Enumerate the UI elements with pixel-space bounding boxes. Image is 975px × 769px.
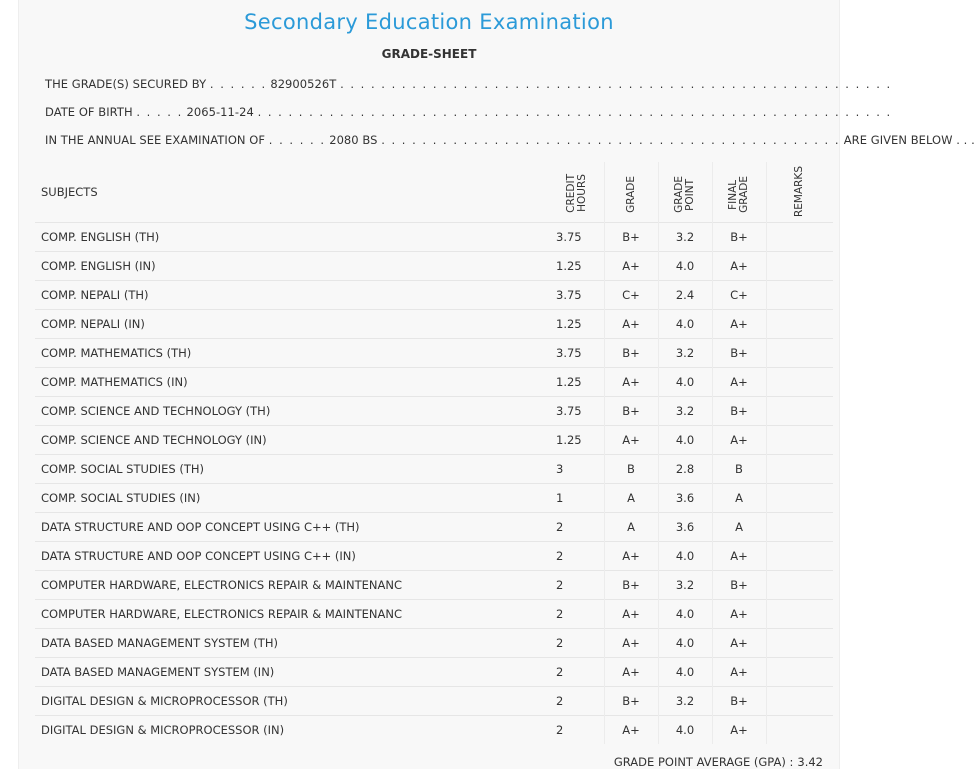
grade-cell: A+ bbox=[604, 368, 658, 397]
grade-cell: A+ bbox=[604, 600, 658, 629]
remarks-cell bbox=[766, 629, 833, 658]
grade-point-cell: 3.6 bbox=[658, 513, 712, 542]
final-grade-cell: A+ bbox=[712, 426, 766, 455]
table-row bbox=[35, 687, 833, 716]
table-row bbox=[35, 542, 833, 571]
grade-cell: B+ bbox=[604, 571, 658, 600]
credit-hours-cell: 3.75 bbox=[550, 223, 604, 252]
remarks-cell bbox=[766, 223, 833, 252]
grade-cell: B bbox=[604, 455, 658, 484]
leader-dots: . . . . . . bbox=[268, 133, 326, 147]
table-row bbox=[35, 397, 833, 426]
credit-hours-cell: 1.25 bbox=[550, 310, 604, 339]
remarks-cell bbox=[766, 426, 833, 455]
final-grade-cell: A+ bbox=[712, 629, 766, 658]
grade-cell: A+ bbox=[604, 716, 658, 745]
remarks-cell bbox=[766, 513, 833, 542]
grade-point-cell: 3.2 bbox=[658, 571, 712, 600]
grade-cell: A+ bbox=[604, 426, 658, 455]
exam-year: 2080 BS bbox=[329, 133, 378, 147]
grades-table bbox=[35, 162, 833, 744]
grade-cell: A+ bbox=[604, 310, 658, 339]
table-header-row bbox=[35, 162, 833, 223]
grade-point-cell: 4.0 bbox=[658, 629, 712, 658]
subject-cell: COMP. ENGLISH (TH) bbox=[35, 223, 550, 252]
grade-cell: C+ bbox=[604, 281, 658, 310]
subject-cell: DATA BASED MANAGEMENT SYSTEM (IN) bbox=[35, 658, 550, 687]
credit-hours-cell: 3.75 bbox=[550, 339, 604, 368]
table-row bbox=[35, 658, 833, 687]
grade-point-cell: 4.0 bbox=[658, 600, 712, 629]
subject-cell: COMP. NEPALI (IN) bbox=[35, 310, 550, 339]
date-of-birth-line bbox=[45, 105, 892, 119]
final-grade-cell: B+ bbox=[712, 571, 766, 600]
table-row bbox=[35, 629, 833, 658]
table-row bbox=[35, 571, 833, 600]
dob-value: 2065-11-24 bbox=[186, 105, 254, 119]
final-grade-cell: B+ bbox=[712, 339, 766, 368]
subject-cell: COMPUTER HARDWARE, ELECTRONICS REPAIR & MAINTENANC bbox=[35, 600, 550, 629]
grade-cell: A+ bbox=[604, 252, 658, 281]
remarks-cell bbox=[766, 339, 833, 368]
credit-hours-cell: 1.25 bbox=[550, 368, 604, 397]
header-grade-point: GRADE POINT bbox=[658, 162, 712, 223]
grade-cell: A+ bbox=[604, 658, 658, 687]
subject-cell: COMP. NEPALI (TH) bbox=[35, 281, 550, 310]
final-grade-cell: A+ bbox=[712, 600, 766, 629]
table-row bbox=[35, 426, 833, 455]
subject-cell: COMP. MATHEMATICS (IN) bbox=[35, 368, 550, 397]
table-row bbox=[35, 310, 833, 339]
remarks-cell bbox=[766, 571, 833, 600]
secured-by-label: THE GRADE(S) SECURED BY bbox=[45, 77, 207, 91]
grade-point-cell: 4.0 bbox=[658, 658, 712, 687]
credit-hours-cell: 3.75 bbox=[550, 397, 604, 426]
credit-hours-cell: 2 bbox=[550, 542, 604, 571]
final-grade-cell: A bbox=[712, 484, 766, 513]
grade-cell: B+ bbox=[604, 397, 658, 426]
credit-hours-cell: 3.75 bbox=[550, 281, 604, 310]
grades-table-body bbox=[35, 223, 833, 745]
header-subjects: SUBJECTS bbox=[41, 185, 98, 199]
subject-cell: COMP. MATHEMATICS (TH) bbox=[35, 339, 550, 368]
credit-hours-cell: 1.25 bbox=[550, 426, 604, 455]
grade-point-cell: 3.2 bbox=[658, 397, 712, 426]
table-row bbox=[35, 223, 833, 252]
final-grade-cell: A+ bbox=[712, 658, 766, 687]
final-grade-cell: B bbox=[712, 455, 766, 484]
final-grade-cell: A+ bbox=[712, 716, 766, 745]
remarks-cell bbox=[766, 310, 833, 339]
table-row bbox=[35, 600, 833, 629]
leader-dots: . . . . . . bbox=[209, 77, 267, 91]
final-grade-cell: B+ bbox=[712, 223, 766, 252]
remarks-cell bbox=[766, 600, 833, 629]
grade-point-cell: 3.2 bbox=[658, 223, 712, 252]
grade-cell: A+ bbox=[604, 629, 658, 658]
grade-cell: A bbox=[604, 484, 658, 513]
credit-hours-cell: 1.25 bbox=[550, 252, 604, 281]
exam-title: Secondary Education Examination bbox=[244, 10, 614, 34]
credit-hours-cell: 2 bbox=[550, 716, 604, 745]
header-remarks: REMARKS bbox=[766, 162, 833, 223]
credit-hours-cell: 3 bbox=[550, 455, 604, 484]
remarks-cell bbox=[766, 687, 833, 716]
credit-hours-cell: 2 bbox=[550, 513, 604, 542]
secured-by-line bbox=[45, 77, 892, 91]
final-grade-cell: A+ bbox=[712, 542, 766, 571]
subject-cell: DATA STRUCTURE AND OOP CONCEPT USING C++ (TH) bbox=[35, 513, 550, 542]
header-grade: GRADE bbox=[604, 162, 658, 223]
leader-dots: . . . . . . . . . . . . . . . . . . . . . . . . . . . . . . . . . . . . . . . . . . . . . bbox=[381, 133, 841, 147]
table-row bbox=[35, 368, 833, 397]
credit-hours-cell: 2 bbox=[550, 600, 604, 629]
final-grade-cell: A+ bbox=[712, 252, 766, 281]
grade-sheet-heading: GRADE-SHEET bbox=[381, 47, 477, 61]
final-grade-cell: C+ bbox=[712, 281, 766, 310]
grade-point-cell: 2.8 bbox=[658, 455, 712, 484]
exam-line bbox=[45, 133, 975, 147]
table-row bbox=[35, 484, 833, 513]
grade-cell: B+ bbox=[604, 223, 658, 252]
remarks-cell bbox=[766, 542, 833, 571]
exam-label: IN THE ANNUAL SEE EXAMINATION OF bbox=[45, 133, 266, 147]
dob-label: DATE OF BIRTH bbox=[45, 105, 133, 119]
table-row bbox=[35, 281, 833, 310]
subject-cell: COMP. SCIENCE AND TECHNOLOGY (TH) bbox=[35, 397, 550, 426]
header-credit-hours: CREDIT HOURS bbox=[564, 174, 588, 213]
credit-hours-cell: 1 bbox=[550, 484, 604, 513]
grade-point-cell: 3.2 bbox=[658, 339, 712, 368]
subject-cell: COMP. SCIENCE AND TECHNOLOGY (IN) bbox=[35, 426, 550, 455]
table-row bbox=[35, 339, 833, 368]
grade-cell: B+ bbox=[604, 687, 658, 716]
grade-point-cell: 4.0 bbox=[658, 368, 712, 397]
subject-cell: DATA BASED MANAGEMENT SYSTEM (TH) bbox=[35, 629, 550, 658]
subject-cell: DIGITAL DESIGN & MICROPROCESSOR (TH) bbox=[35, 687, 550, 716]
remarks-cell bbox=[766, 252, 833, 281]
subject-cell: DIGITAL DESIGN & MICROPROCESSOR (IN) bbox=[35, 716, 550, 745]
final-grade-cell: A+ bbox=[712, 310, 766, 339]
grade-point-cell: 4.0 bbox=[658, 310, 712, 339]
final-grade-cell: B+ bbox=[712, 687, 766, 716]
grade-point-cell: 4.0 bbox=[658, 252, 712, 281]
subject-cell: COMPUTER HARDWARE, ELECTRONICS REPAIR & MAINTENANC bbox=[35, 571, 550, 600]
grade-cell: A bbox=[604, 513, 658, 542]
grade-point-cell: 3.2 bbox=[658, 687, 712, 716]
final-grade-cell: A bbox=[712, 513, 766, 542]
subject-cell: DATA STRUCTURE AND OOP CONCEPT USING C++ (IN) bbox=[35, 542, 550, 571]
credit-hours-cell: 2 bbox=[550, 687, 604, 716]
leader-dots: . . . . . . . . . . . . . . . . . . . . . . . . . . . . . . . . . . . . . . . . . . . . . . . . . . . . . . bbox=[340, 77, 892, 91]
grade-point-cell: 4.0 bbox=[658, 426, 712, 455]
header-final-grade: FINAL GRADE bbox=[712, 162, 766, 223]
subject-cell: COMP. ENGLISH (IN) bbox=[35, 252, 550, 281]
grade-cell: A+ bbox=[604, 542, 658, 571]
leader-dots: . . . . . . . . . . . . . . . . . . . . . . . . . . . . . . . . . . . . . . . . . . . . . . . . . . . . . . . . . . . . . . bbox=[257, 105, 892, 119]
credit-hours-cell: 2 bbox=[550, 658, 604, 687]
remarks-cell bbox=[766, 658, 833, 687]
grade-sheet bbox=[18, 0, 975, 769]
table-row bbox=[35, 252, 833, 281]
subject-cell: COMP. SOCIAL STUDIES (TH) bbox=[35, 455, 550, 484]
table-row bbox=[35, 716, 833, 745]
remarks-cell bbox=[766, 397, 833, 426]
remarks-cell bbox=[766, 368, 833, 397]
credit-hours-cell: 2 bbox=[550, 571, 604, 600]
gpa-value: 3.42 bbox=[797, 755, 823, 769]
subject-cell: COMP. SOCIAL STUDIES (IN) bbox=[35, 484, 550, 513]
exam-suffix: ARE GIVEN BELOW . . . bbox=[843, 133, 975, 147]
gpa-label: GRADE POINT AVERAGE (GPA) : bbox=[613, 755, 794, 769]
grade-cell: B+ bbox=[604, 339, 658, 368]
grade-point-cell: 4.0 bbox=[658, 716, 712, 745]
grade-point-cell: 2.4 bbox=[658, 281, 712, 310]
grade-point-cell: 3.6 bbox=[658, 484, 712, 513]
leader-dots: . . . . . bbox=[136, 105, 183, 119]
remarks-cell bbox=[766, 281, 833, 310]
final-grade-cell: A+ bbox=[712, 368, 766, 397]
grade-point-cell: 4.0 bbox=[658, 542, 712, 571]
remarks-cell bbox=[766, 455, 833, 484]
table-row bbox=[35, 513, 833, 542]
credit-hours-cell: 2 bbox=[550, 629, 604, 658]
remarks-cell bbox=[766, 484, 833, 513]
final-grade-cell: B+ bbox=[712, 397, 766, 426]
table-row bbox=[35, 455, 833, 484]
gpa-summary bbox=[614, 755, 823, 769]
symbol-number: 82900526T bbox=[270, 77, 337, 91]
remarks-cell bbox=[766, 716, 833, 745]
